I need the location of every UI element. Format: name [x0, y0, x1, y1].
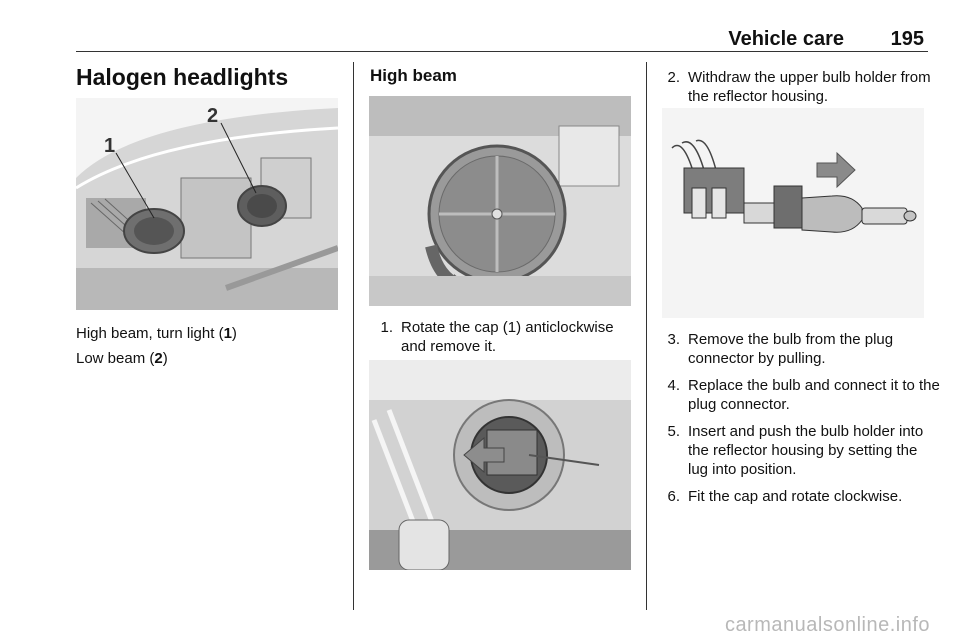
cap-removal-figure: [369, 96, 631, 306]
section-heading: Halogen headlights: [76, 64, 289, 90]
column-divider-1: [353, 62, 354, 610]
step-6: 6. Fit the cap and rotate clockwise.: [667, 488, 903, 505]
section-title: Vehicle care: [728, 28, 844, 50]
headlight-overview-figure: [76, 98, 338, 310]
bulb-replacement-figure: [662, 108, 924, 318]
step-1: 1. Rotate the cap (1) anticlockwise and remove it.: [380, 319, 614, 355]
step-4: 4. Replace the bulb and connect it to the plug connector.: [667, 377, 940, 413]
figure-label-2: 2: [207, 105, 219, 127]
caption-low-beam: Low beam (2): [76, 350, 168, 367]
bulb-holder-illustration: [369, 360, 631, 570]
step-5: 5. Insert and push the bulb holder into the reflector housing by setting the lug into position.: [667, 423, 924, 478]
bulb-holder-figure: [369, 360, 631, 570]
step-2: 2. Withdraw the upper bulb holder from the reflector housing.: [667, 69, 931, 105]
headlight-overview-illustration: [76, 98, 338, 310]
page-number: 195: [890, 28, 924, 50]
headlight-caption: [76, 324, 346, 368]
right-steps-bottom: [664, 330, 940, 514]
high-beam-heading: High beam: [370, 66, 457, 85]
figure-label-1: 1: [104, 135, 116, 157]
column-divider-2: [646, 62, 647, 610]
middle-steps: [377, 318, 637, 364]
watermark: carmanualsonline.info: [724, 614, 930, 636]
step-3: 3. Remove the bulb from the plug connector by pulling.: [667, 331, 894, 367]
cap-removal-illustration: [369, 96, 631, 306]
bulb-replacement-illustration: [662, 108, 924, 318]
caption-high-beam: High beam, turn light (1): [76, 325, 237, 342]
page-header: [76, 28, 928, 52]
